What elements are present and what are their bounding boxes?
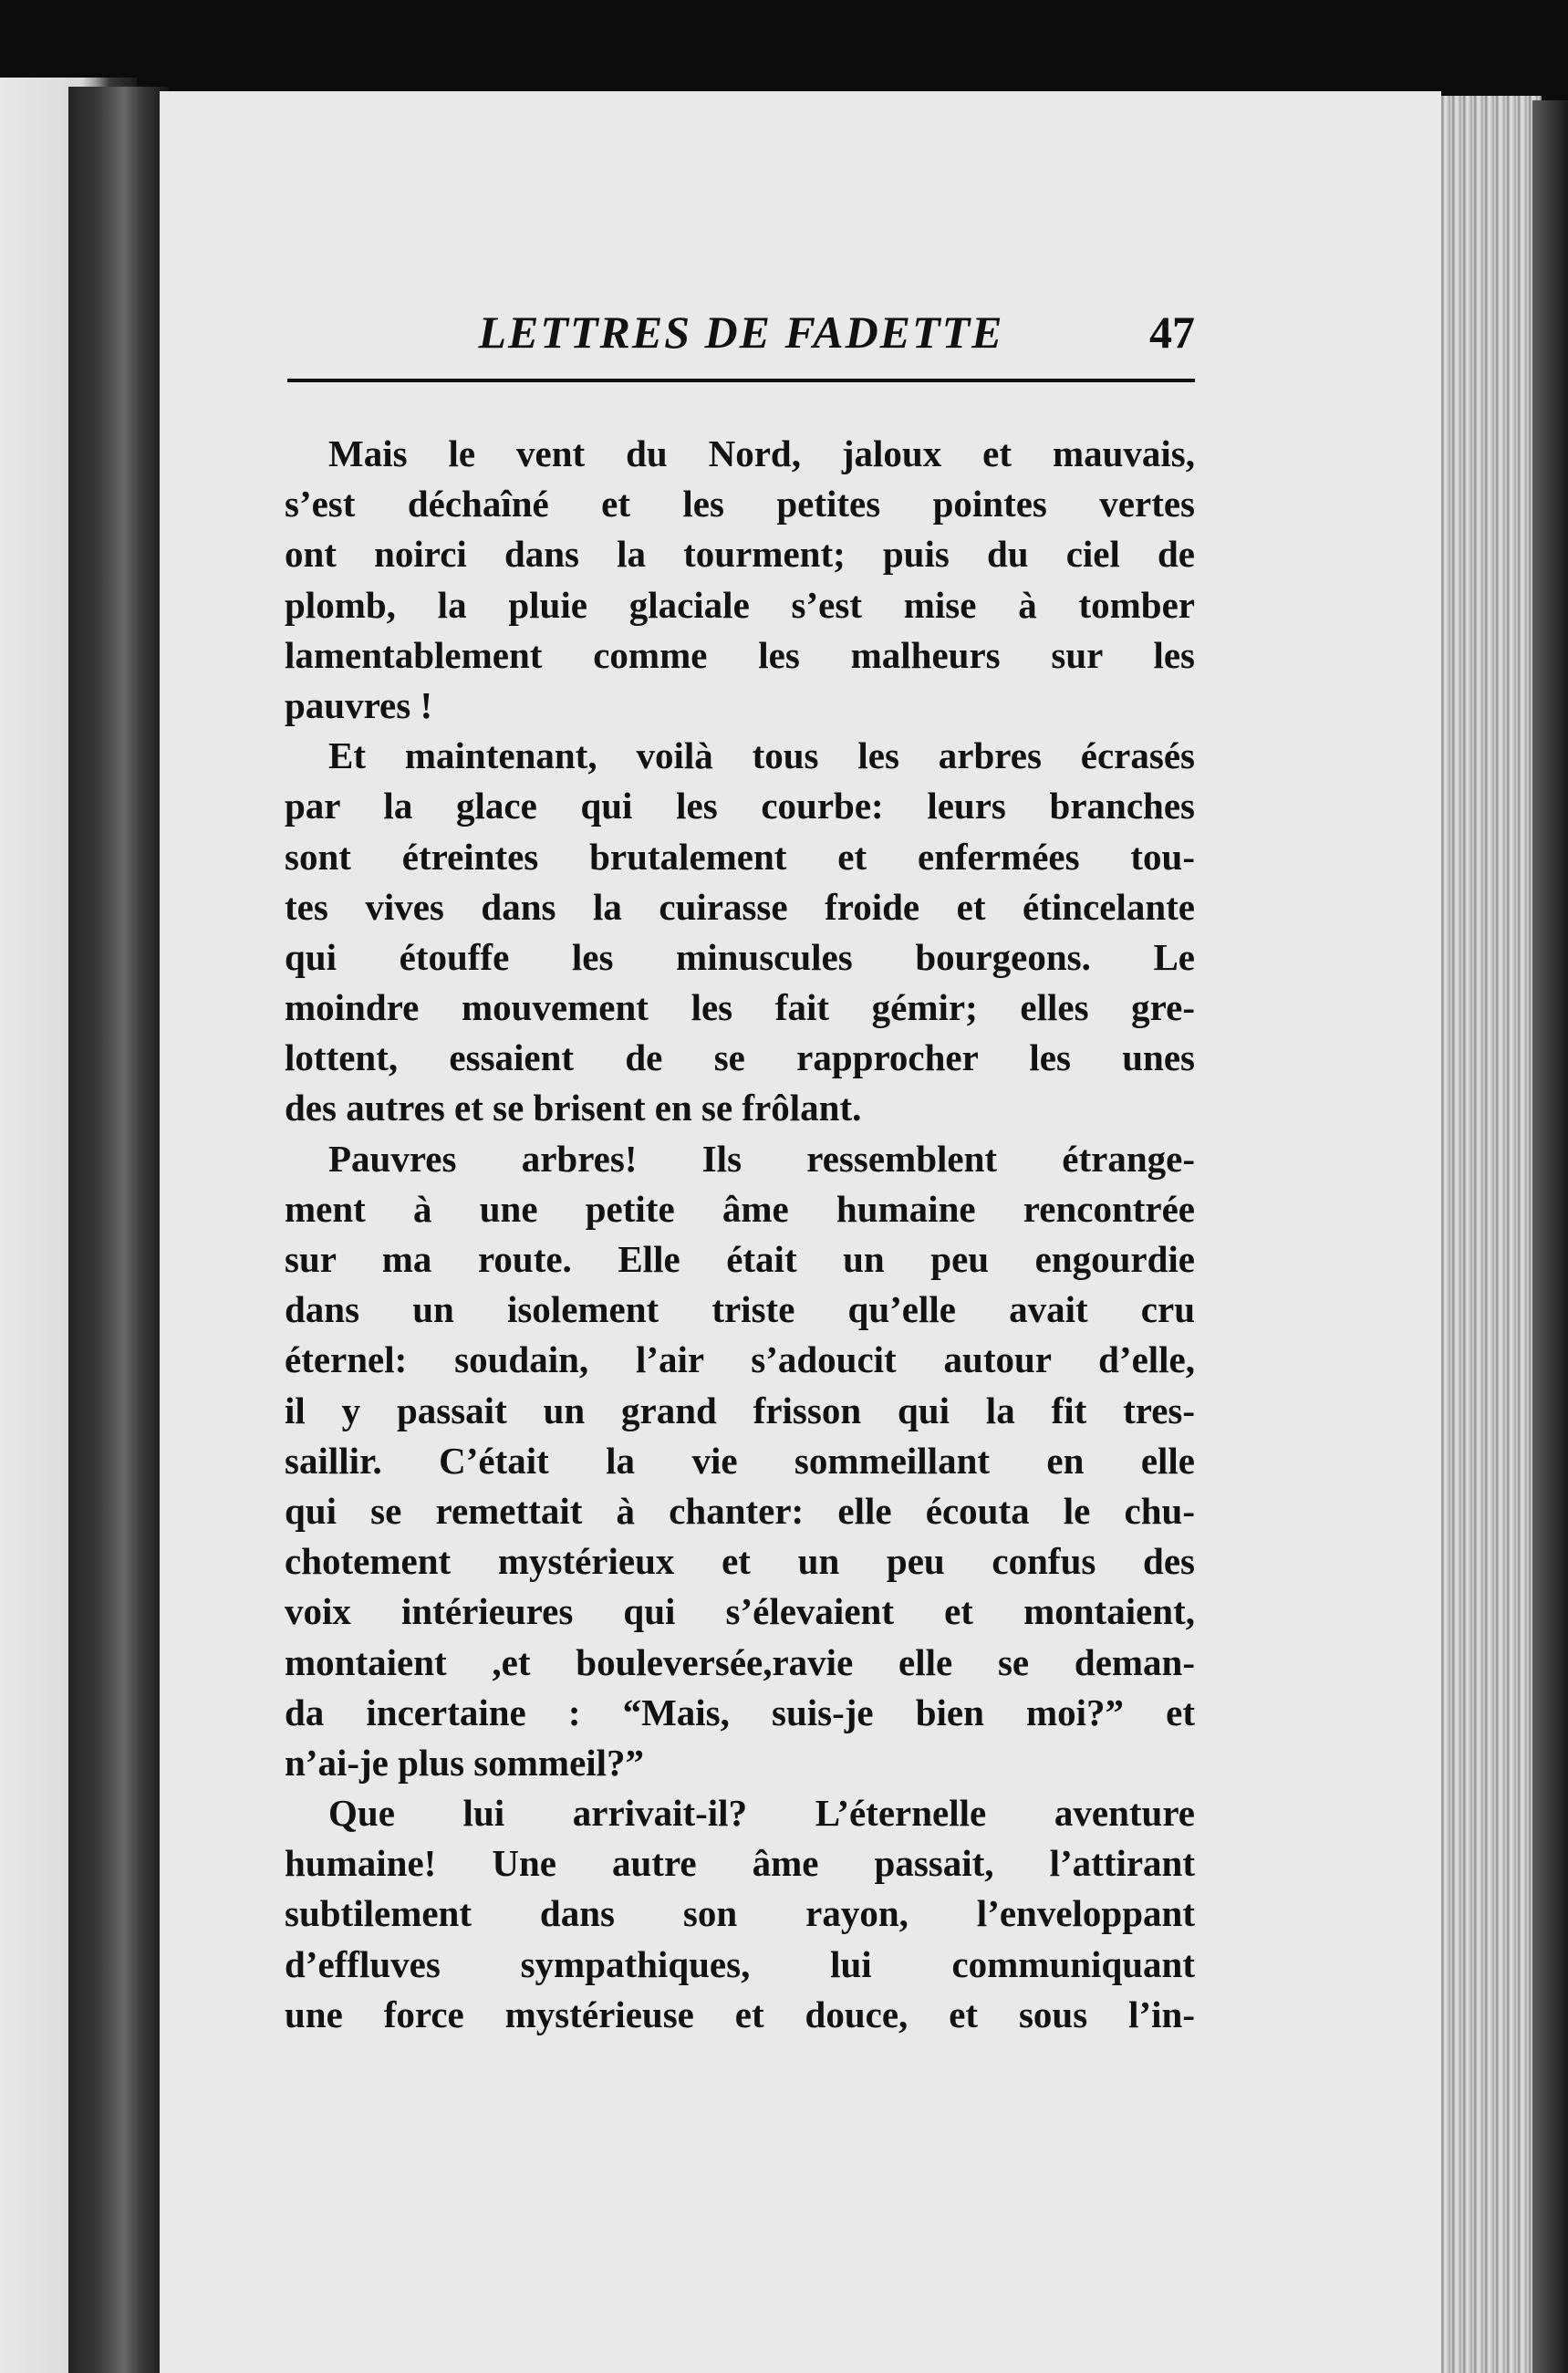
text-line: subtilement dans son rayon, l’enveloppant [285, 1892, 1195, 1935]
header-rule [287, 379, 1195, 382]
text-line: pauvres ! [285, 683, 433, 726]
text-line: lottent, essaient de se rapprocher les unes [285, 1036, 1195, 1079]
text-line: ont noirci dans la tourment; puis du ciel de [285, 533, 1195, 576]
text-line: sur ma route. Elle était un peu engourdie [285, 1238, 1195, 1280]
text-line: Mais le vent du Nord, jaloux et mauvais, [328, 432, 1195, 474]
text-line: chotement mystérieux et un peu confus des [285, 1540, 1195, 1583]
text-line: lamentablement comme les malheurs sur les [285, 633, 1195, 676]
text-line: ment à une petite âme humaine rencontrée [285, 1187, 1195, 1230]
text-line: une force mystérieuse et douce, et sous l’in- [285, 1993, 1195, 2035]
page-number: 47 [1149, 307, 1195, 358]
text-line: da incertaine : “Mais, suis-je bien moi?” et [285, 1691, 1195, 1733]
text-line: par la glace qui les courbe: leurs branches [285, 785, 1195, 827]
text-line: éternel: soudain, l’air s’adoucit autour d’elle, [285, 1338, 1195, 1381]
text-line: des autres et se brisent en se frôlant. [285, 1087, 862, 1129]
text-line: il y passait un grand frisson qui la fit tres- [285, 1389, 1195, 1431]
text-line: saillir. C’était la vie sommeillant en elle [285, 1439, 1195, 1482]
text-line: plomb, la pluie glaciale s’est mise à tomber [285, 583, 1195, 626]
text-line: Et maintenant, voilà tous les arbres écrasés [328, 734, 1195, 777]
text-line: qui étouffe les minuscules bourgeons. Le [285, 935, 1195, 978]
text-line: voix intérieures qui s’élevaient et montaient, [285, 1590, 1195, 1633]
text-line: Que lui arrivait-il? L’éternelle aventure [328, 1792, 1195, 1835]
text-line: qui se remettait à chanter: elle écouta le chu- [285, 1489, 1195, 1532]
book-binding [68, 87, 169, 2373]
text-line: dans un isolement triste qu’elle avait cru [285, 1288, 1195, 1331]
page-stack-shadow [1532, 100, 1568, 2373]
text-line: sont étreintes brutalement et enfermées tou- [285, 835, 1195, 878]
running-header [287, 306, 1195, 369]
text-line: n’ai-je plus sommeil?” [285, 1741, 645, 1784]
text-line: d’effluves sympathiques, lui communiquant [285, 1942, 1195, 1985]
running-title: LETTRES DE FADETTE [478, 307, 1004, 358]
text-line: humaine! Une autre âme passait, l’attirant [285, 1842, 1195, 1885]
text-line: Pauvres arbres! Ils ressemblent étrange- [328, 1137, 1195, 1180]
text-line: montaient ,et bouleversée,ravie elle se deman- [285, 1640, 1195, 1683]
text-line: s’est déchaîné et les petites pointes vertes [285, 483, 1195, 526]
body-text [285, 429, 1195, 2040]
text-line: moindre mouvement les fait gémir; elles gre- [285, 986, 1195, 1029]
text-line: tes vives dans la cuirasse froide et étincelante [285, 885, 1195, 928]
